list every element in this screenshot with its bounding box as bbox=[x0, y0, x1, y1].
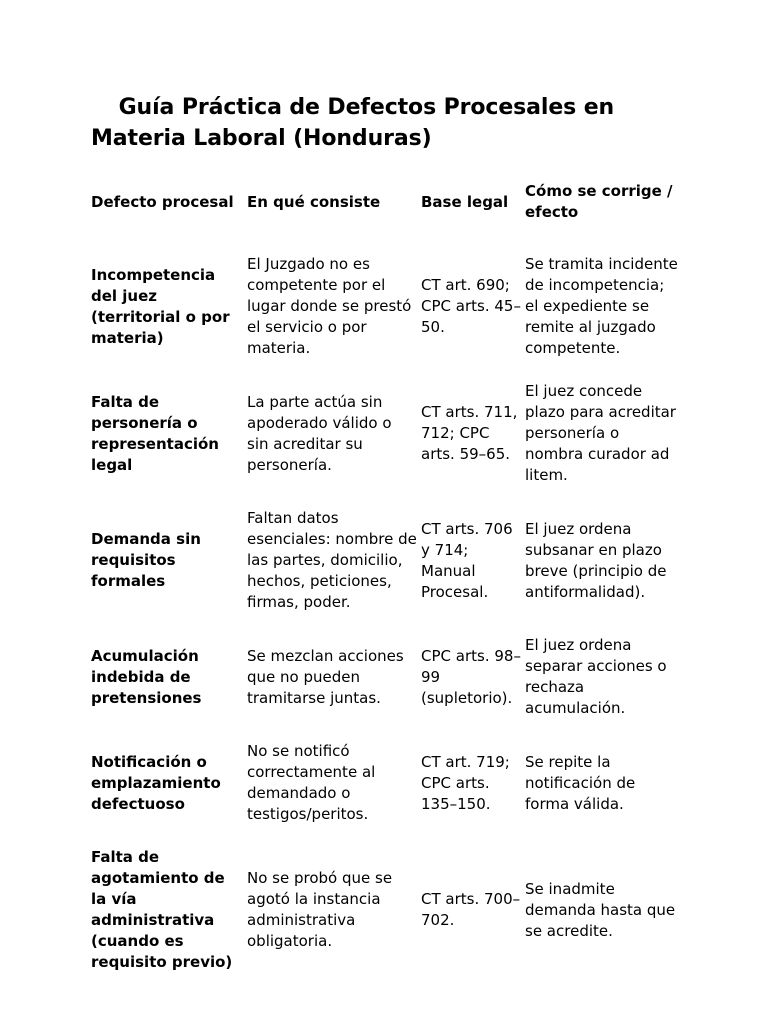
table-row bbox=[91, 836, 685, 984]
cell-correction: El juez ordena subsanar en plazo breve (principio de antiformalidad). bbox=[525, 519, 667, 601]
table-row bbox=[91, 730, 685, 836]
table-row bbox=[91, 370, 685, 497]
header-correction: Cómo se corrige / efecto bbox=[525, 182, 673, 221]
cell-description: No se notificó correctamente al demandado o testigos/peritos. bbox=[247, 742, 376, 823]
cell-legal-basis: CT arts. 706 y 714; Manual Procesal. bbox=[421, 519, 513, 601]
cell-correction: Se tramita incidente de incompetencia; el expediente se remite al juzgado competente. bbox=[525, 255, 678, 357]
table-row bbox=[91, 624, 685, 730]
cell-legal-basis: CT arts. 700–702. bbox=[421, 890, 521, 929]
defects-table bbox=[91, 181, 685, 984]
cell-correction: El juez concede plazo para acreditar personería o nombra curador ad litem. bbox=[525, 382, 676, 484]
cell-correction: El juez ordena separar acciones o rechaza acumulación. bbox=[525, 636, 667, 717]
cell-defect: Notificación o emplazamiento defectuoso bbox=[91, 752, 221, 813]
table-header bbox=[91, 181, 685, 243]
cell-description: El Juzgado no es competente por el lugar donde se prestó el servicio o por materia. bbox=[247, 255, 412, 357]
table-row bbox=[91, 497, 685, 624]
cell-defect: Incompetencia del juez (territorial o por materia) bbox=[91, 265, 230, 347]
document-page bbox=[91, 92, 691, 984]
cell-defect: Demanda sin requisitos formales bbox=[91, 530, 201, 590]
cell-correction: Se repite la notificación de forma válida. bbox=[525, 752, 636, 813]
header-legal-basis: Base legal bbox=[421, 192, 509, 211]
cell-defect: Falta de agotamiento de la vía administrativa (cuando es requisito previo) bbox=[91, 848, 233, 971]
page-title bbox=[91, 92, 691, 154]
cell-defect: Falta de personería o representación legal bbox=[91, 392, 219, 474]
cell-defect: Acumulación indebida de pretensiones bbox=[91, 646, 202, 707]
cell-legal-basis: CT arts. 711, 712; CPC arts. 59–65. bbox=[421, 403, 518, 463]
cell-description: Faltan datos esenciales: nombre de las partes, domicilio, hechos, peticiones, firmas, poder. bbox=[247, 509, 417, 611]
cell-description: No se probó que se agotó la instancia administrativa obligatoria. bbox=[247, 869, 393, 950]
cell-legal-basis: CPC arts. 98–99 (supletorio). bbox=[421, 646, 521, 707]
table-body bbox=[91, 243, 685, 984]
table-row bbox=[91, 243, 685, 370]
cell-description: Se mezclan acciones que no pueden tramitarse juntas. bbox=[247, 646, 404, 707]
cell-legal-basis: CT art. 690; CPC arts. 45–50. bbox=[421, 276, 521, 336]
header-row bbox=[91, 181, 685, 243]
title-text: Guía Práctica de Defectos Procesales en Materia Laboral (Honduras) bbox=[91, 95, 615, 151]
header-defect: Defecto procesal bbox=[91, 192, 234, 211]
cell-correction: Se inadmite demanda hasta que se acredite. bbox=[525, 879, 676, 940]
cell-legal-basis: CT art. 719; CPC arts. 135–150. bbox=[421, 752, 510, 813]
cell-description: La parte actúa sin apoderado válido o sin acreditar su personería. bbox=[247, 392, 392, 474]
header-description: En qué consiste bbox=[247, 192, 381, 211]
